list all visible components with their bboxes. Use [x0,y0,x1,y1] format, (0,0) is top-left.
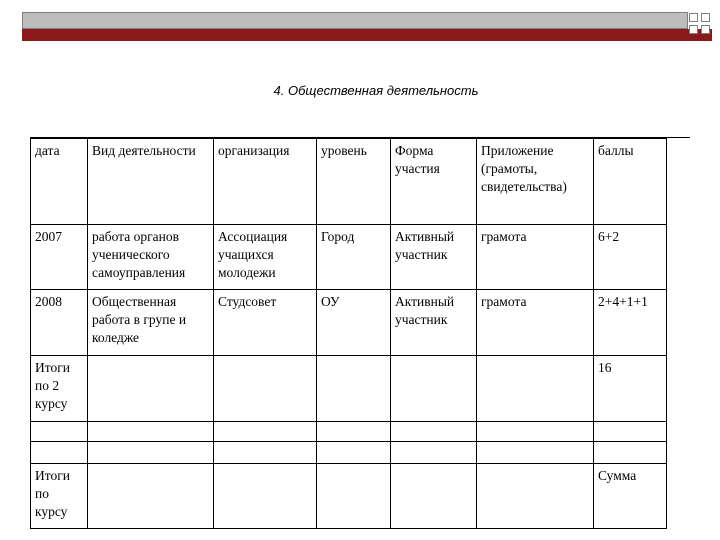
table-cell [317,422,391,442]
header-cell: организация [214,139,317,225]
table-cell: грамота [477,290,594,356]
header-square [701,13,710,22]
header-cell: Форма участия [391,139,477,225]
table-cell: Ассоциация учащихся молодежи [214,225,317,290]
table-cell [391,356,477,422]
table-cell: Студсовет [214,290,317,356]
table-row [31,442,667,464]
header-cell: баллы [594,139,667,225]
table-cell [88,464,214,529]
header-cell: дата [31,139,88,225]
table-cell: работа органов ученического самоуправления [88,225,214,290]
table-cell: Активный участник [391,225,477,290]
table-cell [594,442,667,464]
table-cell [477,442,594,464]
activity-table [30,138,667,529]
table-cell [214,422,317,442]
header-cell: Приложение (грамоты, свидетельства) [477,139,594,225]
table-cell [88,442,214,464]
header-square [689,25,698,34]
table-cell [477,422,594,442]
table-cell: Итоги по 2 курсу [31,356,88,422]
table-cell [214,464,317,529]
table-row [31,225,667,290]
header-red-bar [22,29,712,41]
table-cell [391,464,477,529]
header-gray-bar [22,12,688,29]
table-row [31,464,667,529]
table-cell: 2+4+1+1 [594,290,667,356]
header-square [701,25,710,34]
table-cell: Город [317,225,391,290]
header-square [689,13,698,22]
table-cell [317,442,391,464]
table-cell [594,422,667,442]
table-cell [391,422,477,442]
table-cell [31,442,88,464]
table-cell: 2008 [31,290,88,356]
table-row [31,356,667,422]
table-cell: грамота [477,225,594,290]
table-cell: Общественная работа в групе и коледже [88,290,214,356]
table-cell: Активный участник [391,290,477,356]
header-cell: уровень [317,139,391,225]
table-cell: ОУ [317,290,391,356]
table-cell: Итоги по курсу [31,464,88,529]
table-cell [477,356,594,422]
table-row [31,290,667,356]
table-cell: 16 [594,356,667,422]
table-header-row [31,139,667,225]
table-cell [214,356,317,422]
header-cell: Вид деятельности [88,139,214,225]
table-cell [31,422,88,442]
table-cell: 6+2 [594,225,667,290]
table-cell [317,464,391,529]
table-cell: Сумма [594,464,667,529]
table-cell: 2007 [31,225,88,290]
table-cell [317,356,391,422]
table-cell [88,356,214,422]
table-cell [88,422,214,442]
table-cell [214,442,317,464]
table-row [31,422,667,442]
table-cell [391,442,477,464]
page-title: 4. Общественная деятельность [273,83,479,98]
table-cell [477,464,594,529]
